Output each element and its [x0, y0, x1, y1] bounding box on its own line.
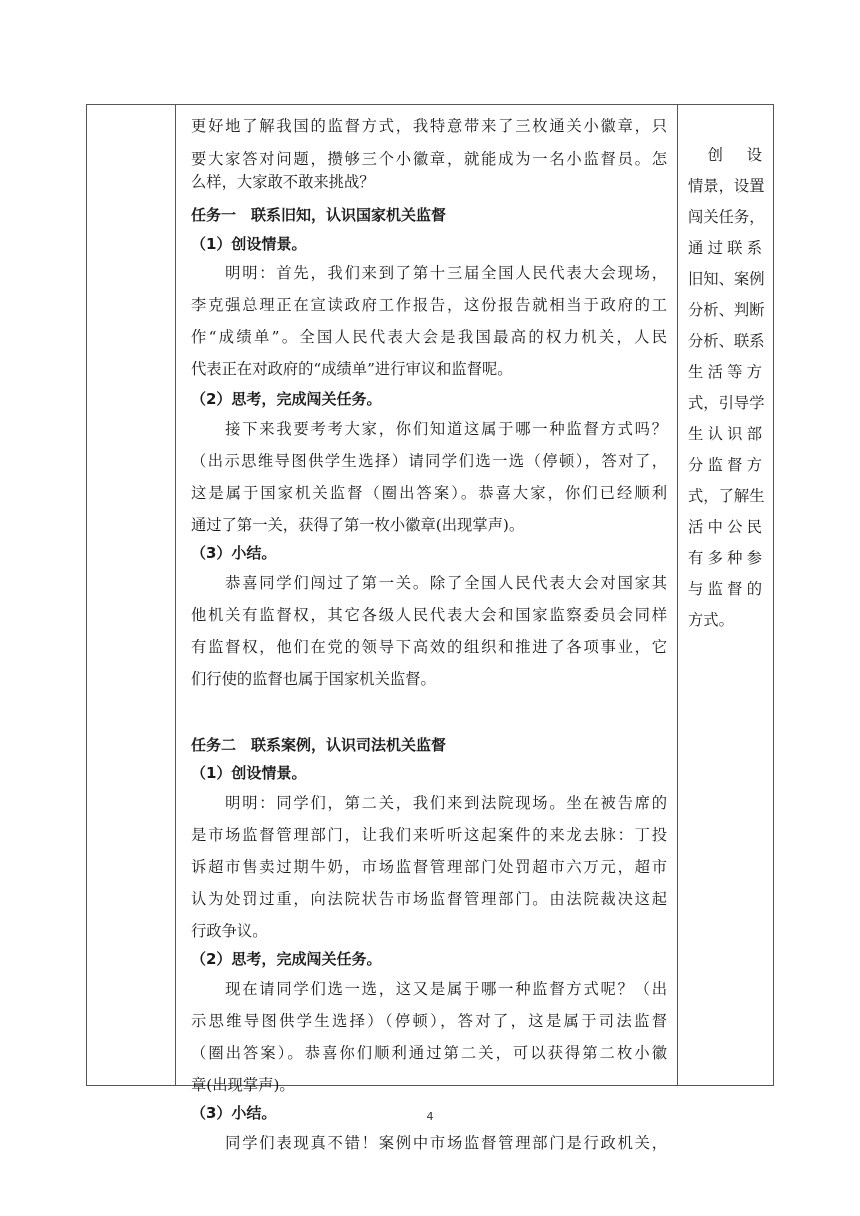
text-line: 同学们表现真不错！案例中市场监督管理部门是行政机关， — [191, 1134, 667, 1152]
table-column-divider-left — [175, 105, 176, 1085]
step-heading: （2）思考，完成闯关任务。 — [191, 950, 382, 968]
text-line: 示思维导图供学生选择）（停顿），答对了，这是属于司法监督 — [191, 1012, 667, 1030]
step-heading: （3）小结。 — [191, 1104, 277, 1122]
design-intent-line: 情景，设置 — [688, 177, 765, 195]
text-line: 章(出现掌声)。 — [191, 1076, 295, 1094]
page-number: 4 — [426, 1110, 434, 1123]
design-intent-line: 有多种参 — [688, 549, 762, 567]
text-line: 么样，大家敢不敢来挑战？ — [191, 173, 375, 191]
task-heading: 任务二 联系案例，认识司法机关监督 — [191, 736, 447, 754]
design-intent-line: 式，引导学 — [688, 394, 765, 412]
text-line: 有监督权，他们在党的领导下高效的组织和推进了各项事业，它 — [191, 638, 667, 656]
design-intent-line: 闯关任务， — [688, 208, 765, 226]
design-intent-line: 式，了解生 — [688, 487, 765, 505]
text-line: 接下来我要考考大家，你们知道这属于哪一种监督方式吗？ — [191, 420, 667, 438]
text-line: 诉超市售卖过期牛奶，市场监督管理部门处罚超市六万元，超市 — [191, 858, 667, 876]
design-intent-line: 活中公民 — [688, 518, 762, 536]
text-line: 恭喜同学们闯过了第一关。除了全国人民代表大会对国家其 — [191, 574, 667, 592]
text-line: 代表正在对政府的“成绩单”进行审议和监督呢。 — [191, 360, 513, 378]
design-intent-line: 生认识部 — [688, 425, 762, 443]
design-intent-line: 通过联系 — [688, 239, 762, 257]
design-intent-line: 分析、联系 — [688, 332, 765, 350]
text-line: 这是属于国家机关监督（圈出答案）。恭喜大家，你们已经顺利 — [191, 484, 667, 502]
lesson-plan-table — [86, 104, 774, 1152]
step-heading: （1）创设情景。 — [191, 764, 307, 782]
design-intent-line: 创 设 — [688, 146, 762, 164]
text-line: 明明：同学们，第二关，我们来到法院现场。坐在被告席的 — [191, 794, 667, 812]
design-intent-line: 与监督的 — [688, 580, 762, 598]
step-heading: （2）思考，完成闯关任务。 — [191, 390, 382, 408]
text-line: 认为处罚过重，向法院状告市场监督管理部门。由法院裁决这起 — [191, 890, 667, 908]
text-line: 他机关有监督权，其它各级人民代表大会和国家监察委员会同样 — [191, 606, 667, 624]
text-line: 行政争议。 — [191, 922, 268, 940]
text-line: 要大家答对问题，攒够三个小徽章，就能成为一名小监督员。怎 — [191, 150, 667, 168]
step-heading: （3）小结。 — [191, 544, 277, 562]
teaching-process-cell — [183, 105, 677, 1152]
text-line: 是市场监督管理部门，让我们来听听这起案件的来龙去脉：丁投 — [191, 826, 667, 844]
design-intent-line: 生活等方 — [688, 363, 762, 381]
text-line: 明明：首先，我们来到了第十三届全国人民代表大会现场， — [191, 264, 667, 282]
text-line: （出示思维导图供学生选择）请同学们选一选（停顿），答对了， — [191, 452, 667, 470]
text-line: 通过了第一关，获得了第一枚小徽章(出现掌声)。 — [191, 516, 525, 534]
design-intent-cell — [678, 105, 774, 1085]
text-line: 们行使的监督也属于国家机关监督。 — [191, 670, 436, 688]
text-line: （圈出答案）。恭喜你们顺利通过第二关，可以获得第二枚小徽 — [191, 1044, 667, 1062]
design-intent-line: 分监督方 — [688, 456, 762, 474]
step-heading: （1）创设情景。 — [191, 235, 307, 253]
design-intent-line: 分析、判断 — [688, 301, 765, 319]
text-line: 现在请同学们选一选，这又是属于哪一种监督方式呢？（出 — [191, 980, 667, 998]
design-intent-line: 旧知、案例 — [688, 270, 765, 288]
text-line: 李克强总理正在宣读政府工作报告，这份报告就相当于政府的工 — [191, 296, 667, 314]
design-intent-line: 方式。 — [688, 611, 734, 629]
text-line: 更好地了解我国的监督方式，我特意带来了三枚通关小徽章，只 — [191, 117, 667, 135]
task-heading: 任务一 联系旧知，认识国家机关监督 — [191, 206, 447, 224]
text-line: 作“成绩单”。全国人民代表大会是我国最高的权力机关，人民 — [191, 328, 667, 346]
